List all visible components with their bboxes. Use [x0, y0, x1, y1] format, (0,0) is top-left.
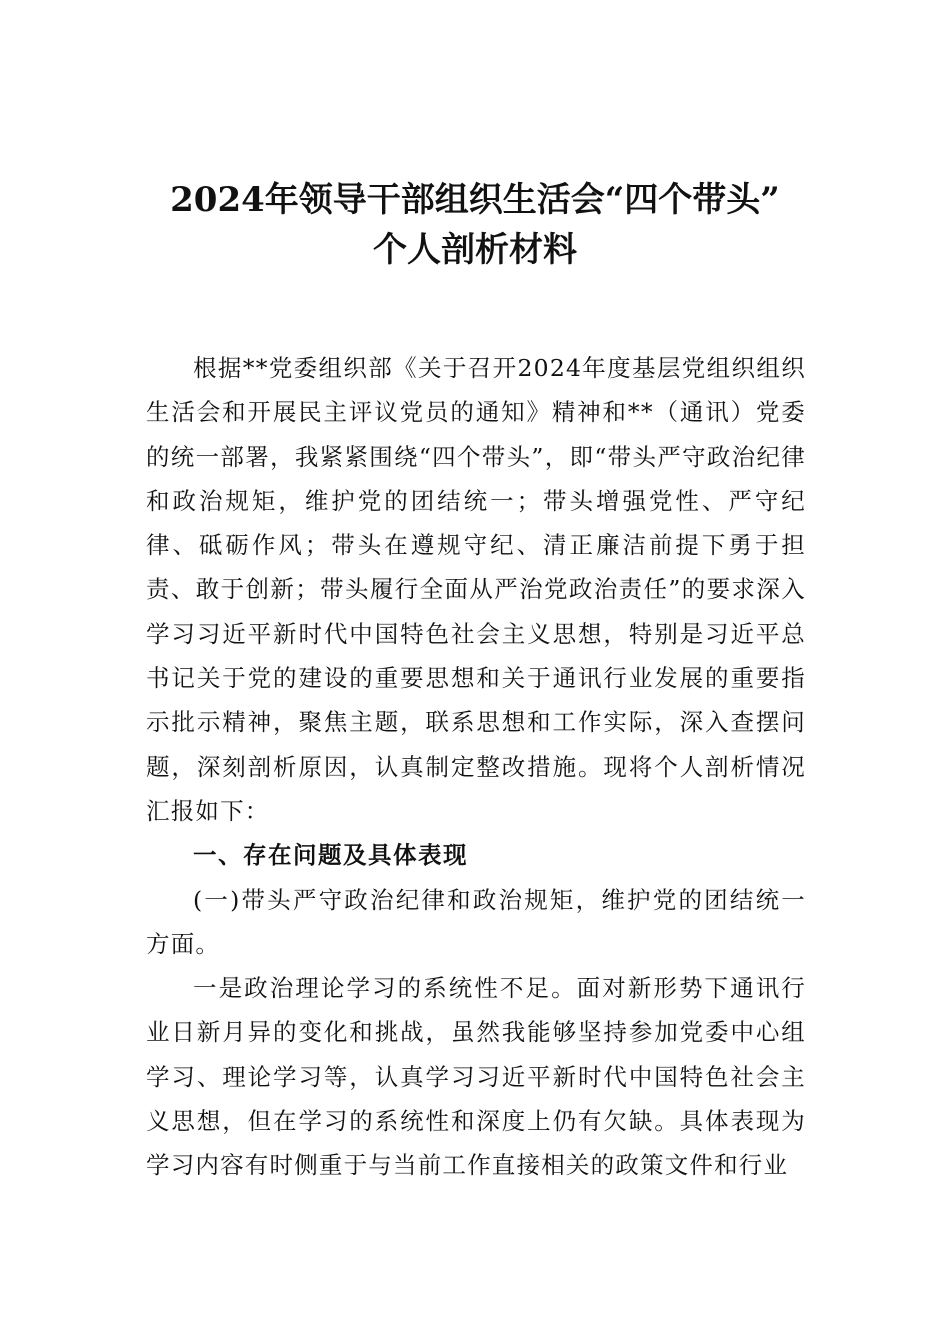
- document-title-line-2: 个人剖析材料: [373, 230, 577, 270]
- intro-paragraph: 根据**党委组织部《关于召开2024年度基层党组织组织生活会和开展民主评议党员的通知》精神和**（通讯）党委的统一部署，我紧紧围绕“四个带头”，即“带头严守政治纪律和政治规矩，维护党的团结统一；带头增强党性、严守纪律、砥砺作风；带头在遵规守纪、清正廉洁前提下勇于担责、敢于创新；带头履行全面从严治党政治责任”的要求深入学习习近平新时代中国特色社会主义思想，特别是习近平总书记关于党的建设的重要思想和关于通讯行业发展的重要指示批示精神，聚焦主题，联系思想和工作实际，深入查摆问题，深刻剖析原因，认真制定整改措施。现将个人剖析情况汇报如下：: [146, 354, 806, 825]
- document-title-line-1: 2024年领导干部组织生活会“四个带头”: [170, 180, 780, 220]
- paragraph-theory-study: 一是政治理论学习的系统性不足。面对新形势下通讯行业日新月异的变化和挑战，虽然我能够坚持参加党委中心组学习、理论学习等，认真学习习近平新时代中国特色社会主义思想，但在学习的系统性和深度上仍有欠缺。具体表现为学习内容有时侧重于与当前工作直接相关的政策文件和行业: [146, 974, 806, 1180]
- section-heading-problems: 一、存在问题及具体表现: [193, 841, 468, 870]
- subsection-heading-political-discipline: (一)带头严守政治纪律和政治规矩，维护党的团结统一方面。: [146, 885, 806, 958]
- document-body: [146, 346, 806, 1188]
